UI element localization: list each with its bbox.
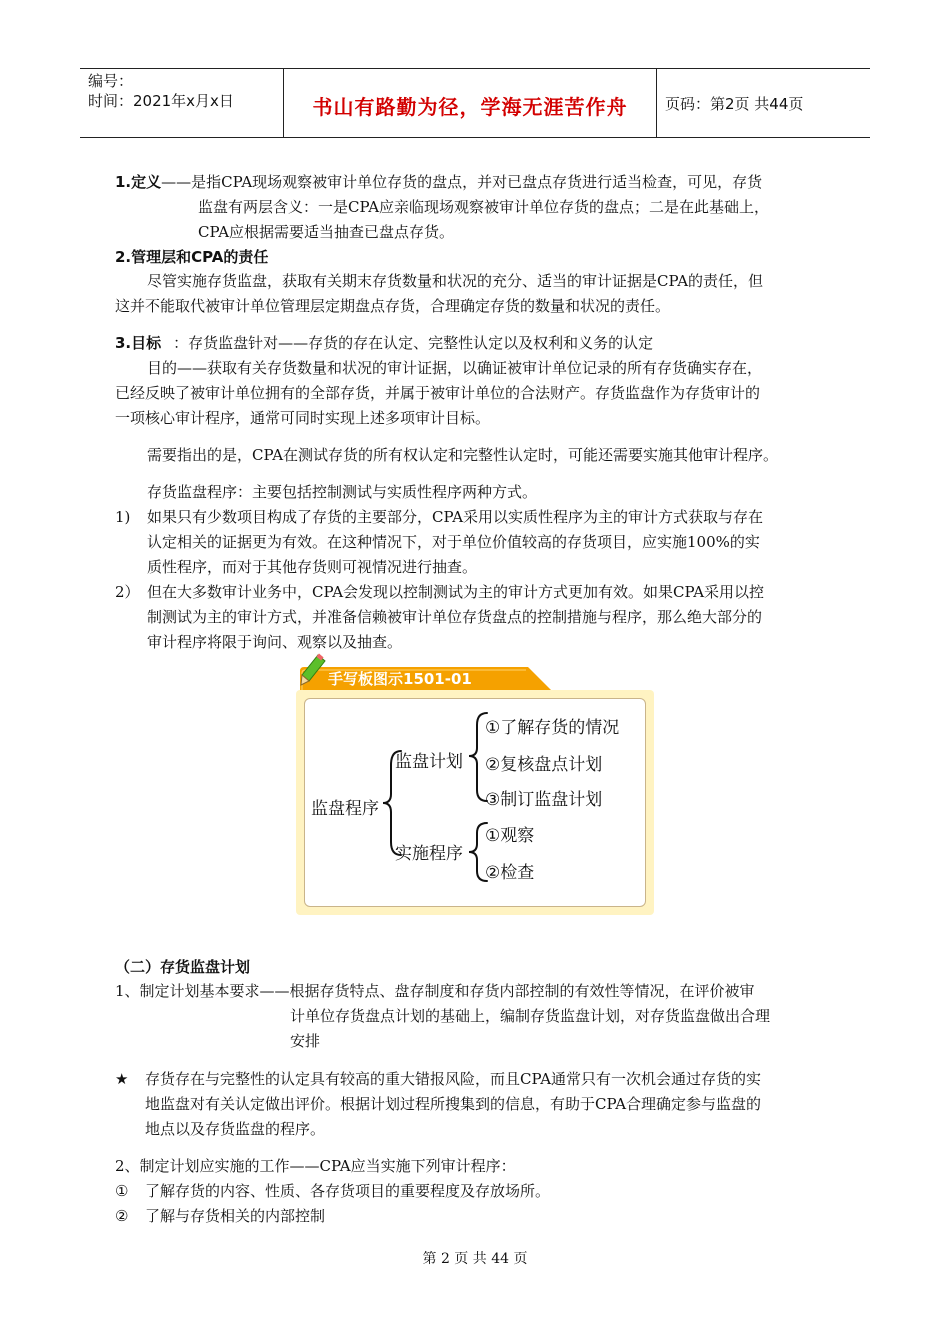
definition-line-2: 监盘有两层含义：一是CPA应亲临现场观察被审计单位存货的盘点；二是在此基础上， — [198, 198, 770, 216]
exec-item-2: ②检查 — [485, 863, 535, 883]
page-info: 页码：第2页 共44页 — [665, 95, 804, 113]
diagram-tab — [296, 665, 554, 691]
point-2-line-2: 制测试为主的审计方式，并准备信赖被审计单位存货盘点的控制措施与程序，那么绝大部分的 — [147, 608, 763, 626]
point-1-number: 1) — [115, 508, 131, 526]
page-header — [80, 68, 870, 138]
goal-line-3: 已经反映了被审计单位拥有的全部存货，并属于被审计单位的合法财产。存货监盘作为存货审计的 — [115, 384, 761, 402]
page-footer: 第 2 页 共 44 页 — [422, 1251, 528, 1267]
motto: 书山有路勤为径，学海无涯苦作舟 — [312, 95, 628, 119]
goal-line-1 — [115, 332, 653, 354]
exec-item-1: ①观察 — [485, 826, 535, 846]
responsibility-heading: 2.管理层和CPA的责任 — [115, 248, 269, 266]
procedure-intro: 存货监盘程序：主要包括控制测试与实质性程序两种方式。 — [147, 483, 538, 501]
goal-heading: 3.目标 — [115, 334, 162, 352]
board-panel — [304, 698, 646, 907]
requirement-line-1: 1、制定计划基本要求——根据存货特点、盘存制度和存货内部控制的有效性等情况，在评价被审 — [115, 982, 755, 1000]
section-2-heading: （二）存货监盘计划 — [115, 958, 251, 976]
point-1-line-2: 认定相关的证据更为有效。在这种情况下，对于单位价值较高的存货项目，应实施100%的实 — [147, 533, 760, 551]
star-line-1: 存货存在与完整性的认定具有较高的重大错报风险，而且CPA通常只有一次机会通过存货的实 — [145, 1070, 762, 1088]
point-1-line-3: 质性程序，而对于其他存货则可视情况进行抽查。 — [147, 558, 478, 576]
plan-item-2: ②复核盘点计划 — [485, 755, 603, 775]
note-line: 需要指出的是，CPA在测试存货的所有权认定和完整性认定时，可能还需要实施其他审计程序。 — [147, 446, 779, 464]
work-item-2-number: ② — [115, 1207, 129, 1225]
point-1-line-1: 如果只有少数项目构成了存货的主要部分，CPA采用以实质性程序为主的审计方式获取与存在 — [147, 508, 764, 526]
diagram-root: 监盘程序 — [311, 799, 379, 819]
responsibility-line-2: 这并不能取代被审计单位管理层定期盘点存货，合理确定存货的数量和状况的责任。 — [115, 297, 671, 315]
diagram-exec: 实施程序 — [395, 844, 463, 864]
responsibility-line-1: 尽管实施存货监盘，获取有关期末存货数量和状况的充分、适当的审计证据是CPA的责任，但 — [147, 272, 764, 290]
work-item-1: 了解存货的内容、性质、各存货项目的重要程度及存放场所。 — [145, 1182, 551, 1200]
point-2-line-3: 审计程序将限于询问、观察以及抽查。 — [147, 633, 403, 651]
header-page-cell — [657, 69, 870, 137]
point-2-number: 2） — [115, 583, 140, 601]
code-label: 编号： — [88, 72, 134, 90]
diagram-title: 手写板图示1501-01 — [328, 670, 472, 688]
time-label: 时间：2021年x月x日 — [88, 92, 234, 110]
diagram-plan: 监盘计划 — [395, 752, 463, 772]
star-line-3: 地点以及存货监盘的程序。 — [145, 1120, 326, 1138]
definition-line-1 — [115, 171, 762, 193]
header-motto-cell — [284, 69, 657, 137]
work-line: 2、制定计划应实施的工作——CPA应当实施下列审计程序： — [115, 1157, 516, 1175]
requirement-line-3: 安排 — [290, 1032, 321, 1050]
goal-line-4: 一项核心审计程序，通常可同时实现上述多项审计目标。 — [115, 409, 491, 427]
work-item-2: 了解与存货相关的内部控制 — [145, 1207, 326, 1225]
definition-text-1: ——是指CPA现场观察被审计单位存货的盘点，并对已盘点存货进行适当检查，可见，存货 — [161, 173, 763, 191]
definition-heading: 1.定义 — [115, 173, 162, 191]
goal-text-1: ：存货监盘针对——存货的存在认定、完整性认定以及权利和义务的认定 — [173, 334, 654, 352]
definition-line-3: CPA应根据需要适当抽查已盘点存货。 — [198, 223, 455, 241]
plan-item-3: ③制订监盘计划 — [485, 790, 603, 810]
work-item-1-number: ① — [115, 1182, 129, 1200]
star-line-2: 地监盘对有关认定做出评价。根据计划过程所搜集到的信息，有助于CPA合理确定参与监盘的 — [145, 1095, 762, 1113]
requirement-line-2: 计单位存货盘点计划的基础上，编制存货监盘计划，对存货监盘做出合理 — [290, 1007, 771, 1025]
plan-item-1: ①了解存货的情况 — [485, 718, 620, 738]
pencil-icon — [298, 653, 328, 689]
goal-line-2: 目的——获取有关存货数量和状况的审计证据，以确证被审计单位记录的所有存货确实存在， — [147, 359, 763, 377]
header-meta-cell — [80, 69, 284, 137]
star-icon: ★ — [115, 1070, 129, 1088]
handwriting-board — [296, 690, 654, 915]
point-2-line-1: 但在大多数审计业务中，CPA会发现以控制测试为主的审计方式更加有效。如果CPA采用以控 — [147, 583, 765, 601]
